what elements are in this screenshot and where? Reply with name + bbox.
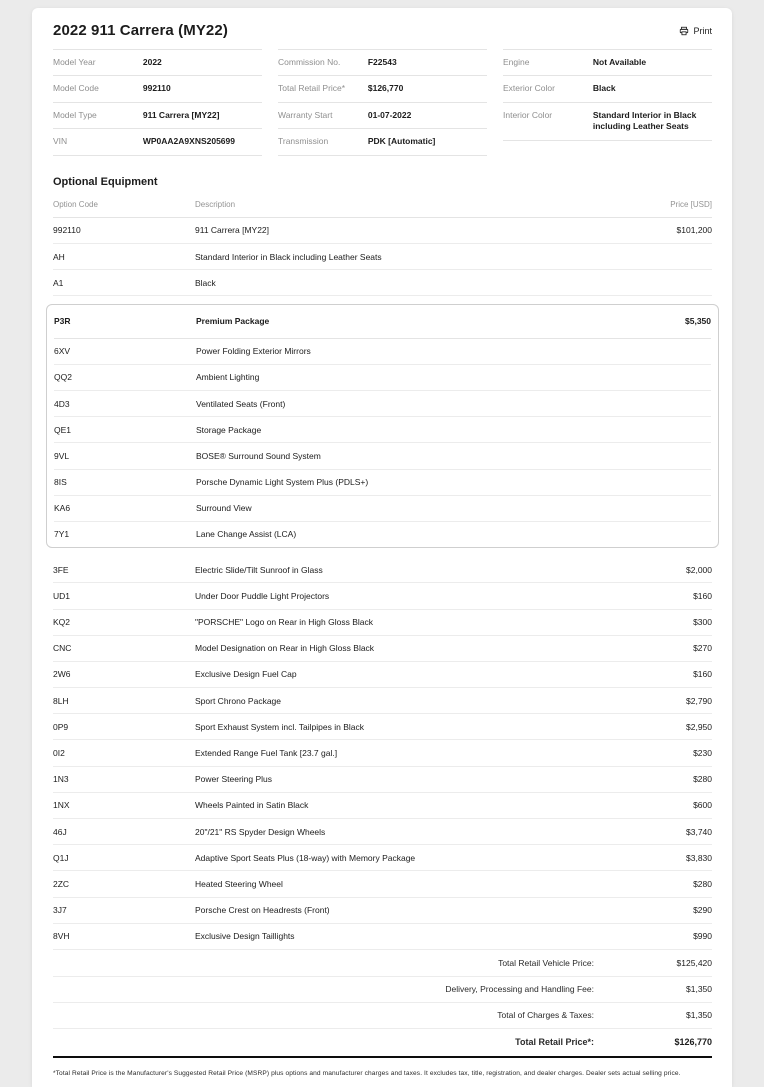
field-label: Model Code <box>53 83 99 94</box>
optional-equipment-title: Optional Equipment <box>53 175 158 188</box>
equipment-base-rows <box>53 218 712 297</box>
option-code: 6XV <box>54 346 71 357</box>
field-value: Not Available <box>592 57 647 67</box>
option-description: Ambient Lighting <box>196 372 260 383</box>
option-description: Surround View <box>196 503 252 514</box>
grand-total-label: Total Retail Price*: <box>515 1037 594 1048</box>
option-code: 992110 <box>53 225 81 236</box>
option-price: $230 <box>693 747 712 758</box>
equipment-option-rows <box>53 557 712 950</box>
total-value: $1,350 <box>686 984 712 995</box>
field-label: Exterior Color <box>503 83 555 94</box>
option-code: 8IS <box>54 477 67 488</box>
vehicle-info-field <box>503 50 712 76</box>
table-row <box>53 845 712 871</box>
option-code: KA6 <box>54 503 71 514</box>
field-label: Model Year <box>53 57 96 67</box>
grand-total-row <box>53 1029 712 1058</box>
total-value: $125,420 <box>676 958 712 969</box>
table-row <box>53 871 712 897</box>
option-code: 46J <box>53 826 67 837</box>
field-value: 2022 <box>142 57 162 67</box>
field-value: $126,770 <box>367 83 404 94</box>
header-option-code: Option Code <box>53 199 98 209</box>
option-price: $3,830 <box>686 852 712 863</box>
vehicle-info-field <box>278 129 487 155</box>
option-code: 4D3 <box>54 398 70 409</box>
field-value: 992110 <box>142 83 171 94</box>
field-value: Black <box>592 83 616 94</box>
vehicle-info-field <box>278 103 487 129</box>
vehicle-info-field <box>53 76 262 102</box>
field-label: VIN <box>53 136 68 147</box>
field-label: Model Type <box>53 109 97 120</box>
field-value: PDK [Automatic] <box>367 136 436 147</box>
option-code: 9VL <box>54 450 70 461</box>
table-row <box>54 470 711 496</box>
option-code: CNC <box>53 643 72 654</box>
table-row <box>53 767 712 793</box>
option-description: Power Steering Plus <box>195 774 273 785</box>
option-code: UD1 <box>53 590 71 601</box>
option-code: Q1J <box>53 852 69 863</box>
option-price: $280 <box>693 774 712 785</box>
field-label: Transmission <box>278 136 329 147</box>
vehicle-info-column-2 <box>278 49 487 156</box>
option-code: 3J7 <box>53 905 67 916</box>
option-price: $990 <box>693 931 712 942</box>
option-description: Electric Slide/Tilt Sunroof in Glass <box>195 564 323 575</box>
option-code: AH <box>53 251 65 262</box>
package-price: $5,350 <box>685 316 711 327</box>
option-code: QQ2 <box>54 372 72 383</box>
table-row <box>53 218 712 244</box>
table-row <box>54 443 711 469</box>
table-row <box>53 898 712 924</box>
page-title: 2022 911 Carrera (MY22) <box>53 22 228 39</box>
table-row <box>53 270 712 296</box>
total-label: Total Retail Vehicle Price: <box>498 958 594 969</box>
total-row <box>53 977 712 1003</box>
option-description: 20"/21" RS Spyder Design Wheels <box>195 826 326 837</box>
table-row <box>53 636 712 662</box>
table-row <box>54 522 711 547</box>
option-price: $270 <box>693 643 712 654</box>
package-item-rows <box>54 339 711 548</box>
package-description: Premium Package <box>196 316 270 327</box>
total-row <box>53 951 712 977</box>
option-code: 8VH <box>53 931 70 942</box>
vehicle-info-column-3 <box>503 49 712 156</box>
option-price: $160 <box>693 669 712 680</box>
option-description: Porsche Dynamic Light System Plus (PDLS+) <box>196 477 369 488</box>
table-row <box>53 924 712 950</box>
table-row <box>54 417 711 443</box>
option-code: QE1 <box>54 424 72 435</box>
vehicle-document-card <box>32 8 732 1087</box>
option-description: Adaptive Sport Seats Plus (18-way) with Memory Package <box>195 852 416 863</box>
field-value: 01-07-2022 <box>367 109 412 120</box>
field-label: Warranty Start <box>278 109 333 120</box>
option-price: $101,200 <box>676 225 712 236</box>
option-price: $290 <box>693 905 712 916</box>
table-row <box>53 662 712 688</box>
price-disclaimer-footnote: *Total Retail Price is the Manufacturer's Suggested Retail Price (MSRP) plus options and manufacturer charges and taxes. It excludes tax, title, registration, and dealer charges. Dealer sets actual selling price. <box>53 1069 681 1077</box>
header-price: Price [USD] <box>670 199 712 209</box>
table-row <box>53 740 712 766</box>
print-button[interactable] <box>679 24 712 38</box>
option-description: Extended Range Fuel Tank [23.7 gal.] <box>195 747 338 758</box>
table-row <box>53 793 712 819</box>
option-code: 3FE <box>53 564 69 575</box>
vehicle-info-field <box>503 76 712 102</box>
option-description: Exclusive Design Fuel Cap <box>195 669 297 680</box>
total-label: Total of Charges & Taxes: <box>497 1010 594 1021</box>
option-description: Under Door Puddle Light Projectors <box>195 590 330 601</box>
option-description: Exclusive Design Taillights <box>195 931 295 942</box>
printer-icon <box>679 26 689 36</box>
field-label: Engine <box>503 57 530 67</box>
field-value: 911 Carrera [MY22] <box>142 109 220 120</box>
table-row <box>54 339 711 365</box>
grand-total-value: $126,770 <box>674 1037 712 1048</box>
option-description: Black <box>195 277 216 288</box>
total-row <box>53 1003 712 1029</box>
table-row <box>53 688 712 714</box>
option-price: $2,790 <box>686 695 712 706</box>
option-code: 2W6 <box>53 669 71 680</box>
table-row <box>54 391 711 417</box>
option-code: 1N3 <box>53 774 69 785</box>
vehicle-info-field <box>278 50 487 76</box>
option-description: Wheels Painted in Satin Black <box>195 800 309 811</box>
option-price: $160 <box>693 590 712 601</box>
total-value: $1,350 <box>686 1010 712 1021</box>
option-description: Ventilated Seats (Front) <box>196 398 286 409</box>
field-label: Total Retail Price* <box>278 83 346 94</box>
option-description: Lane Change Assist (LCA) <box>196 529 297 540</box>
table-row <box>53 583 712 609</box>
vehicle-info-field <box>503 103 712 141</box>
premium-package-group <box>46 304 719 548</box>
option-code: 0P9 <box>53 721 69 732</box>
option-code: 8LH <box>53 695 69 706</box>
option-description: "PORSCHE" Logo on Rear in High Gloss Black <box>195 617 373 627</box>
vehicle-info-field <box>278 76 487 102</box>
option-code: A1 <box>53 277 64 288</box>
vehicle-info-field <box>53 129 262 155</box>
field-value: Standard Interior in Black including Leather Seats <box>592 109 697 132</box>
option-description: 911 Carrera [MY22] <box>195 225 270 236</box>
field-value: F22543 <box>367 57 397 67</box>
option-code: 1NX <box>53 800 70 811</box>
field-label: Commission No. <box>278 57 341 67</box>
total-label: Delivery, Processing and Handling Fee: <box>445 984 594 995</box>
table-row <box>53 819 712 845</box>
totals-section <box>53 951 712 1029</box>
vehicle-info-column-1 <box>53 49 262 156</box>
option-description: Sport Exhaust System incl. Tailpipes in Black <box>195 721 364 732</box>
package-header-row <box>54 305 711 338</box>
option-code: 7Y1 <box>54 529 70 540</box>
option-price: $280 <box>693 878 712 889</box>
package-code: P3R <box>54 316 71 327</box>
equipment-table-header <box>53 194 712 218</box>
table-row <box>53 714 712 740</box>
option-price: $2,950 <box>686 721 712 732</box>
option-price: $2,000 <box>686 564 712 575</box>
option-code: 2ZC <box>53 878 70 889</box>
option-code: 0I2 <box>53 747 65 758</box>
header-description: Description <box>195 199 236 209</box>
option-description: BOSE® Surround Sound System <box>196 450 321 461</box>
vehicle-info-grid <box>53 49 712 156</box>
table-row <box>53 244 712 270</box>
field-label: Interior Color <box>503 109 553 120</box>
table-row <box>54 365 711 391</box>
option-description: Power Folding Exterior Mirrors <box>196 346 311 357</box>
option-description: Porsche Crest on Headrests (Front) <box>195 905 330 916</box>
document-header <box>53 22 712 39</box>
vehicle-info-field <box>53 50 262 76</box>
option-description: Model Designation on Rear in High Gloss Black <box>195 643 375 654</box>
option-price: $300 <box>693 617 712 627</box>
option-description: Storage Package <box>196 424 262 435</box>
option-description: Standard Interior in Black including Leather Seats <box>195 251 382 262</box>
table-row <box>54 496 711 522</box>
option-price: $3,740 <box>686 826 712 837</box>
option-description: Sport Chrono Package <box>195 695 281 706</box>
vehicle-info-field <box>53 103 262 129</box>
option-description: Heated Steering Wheel <box>195 878 283 889</box>
print-button-label: Print <box>693 26 712 36</box>
field-value: WP0AA2A9XNS205699 <box>142 136 235 147</box>
option-code: KQ2 <box>53 617 71 627</box>
table-row <box>53 557 712 583</box>
table-row <box>53 610 712 636</box>
option-price: $600 <box>693 800 712 811</box>
